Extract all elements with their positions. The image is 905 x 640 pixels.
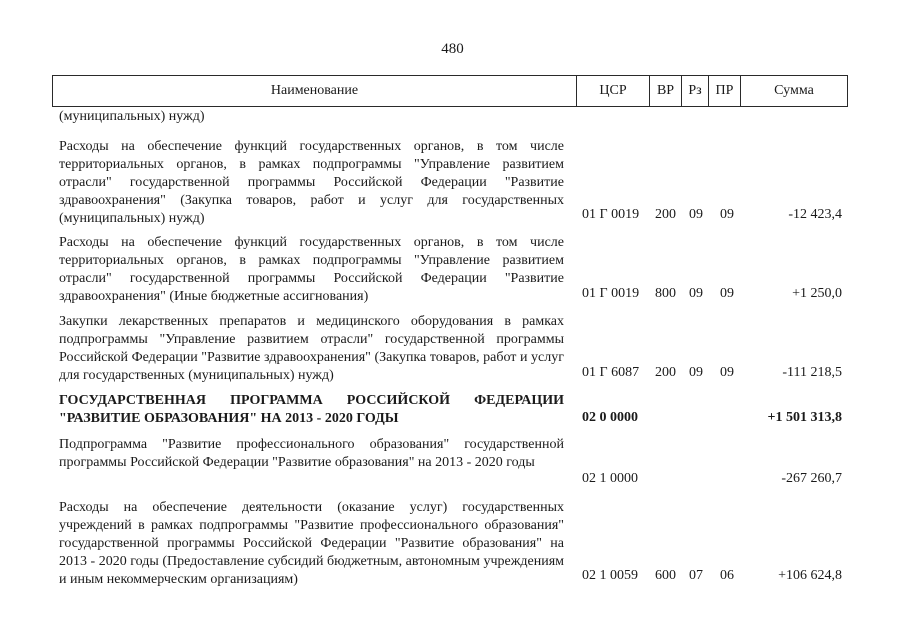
row-name: (муниципальных) нужд) xyxy=(59,109,205,124)
row-name: Закупки лекарственных препаратов и медицинского оборудования в рамках подпрограммы "Управление развитием отрасли" государственной программы Российской Федерации "Развитие здравоохранения" (Закупка товаров, работ и услуг для государственных (муниципальных) нужд) xyxy=(59,314,564,383)
row-name: Расходы на обеспечение функций государственных органов, в том числе территориальных органов, в рамках подпрограммы "Управление развитием отрасли" государственной программы Российской Федерации "Развитие здравоохранения" (Иные бюджетные ассигнования) xyxy=(59,235,564,304)
row-sum: +1 501 313,8 xyxy=(767,410,842,425)
page-number: 480 xyxy=(441,41,464,57)
row-rz: 09 xyxy=(689,286,703,301)
row-csr: 01 Г 6087 xyxy=(582,365,640,380)
row-pr: 09 xyxy=(720,286,734,301)
row-csr: 02 1 0059 xyxy=(582,568,638,583)
header-sum: Сумма xyxy=(774,83,814,98)
row-pr: 06 xyxy=(720,568,734,583)
row-pr: 09 xyxy=(720,365,734,380)
row-sum: +1 250,0 xyxy=(792,286,842,301)
row-rz: 09 xyxy=(689,365,703,380)
header-pr: ПР xyxy=(709,76,741,106)
row-csr: 02 0 0000 xyxy=(582,410,638,425)
row-pr: 09 xyxy=(720,207,734,222)
row-name: Расходы на обеспечение деятельности (оказание услуг) государственных учреждений в рамках подпрограммы "Развитие профессионального образования" государственной программы Российской Федерации "Развитие образования" на 2013 - 2020 годы (Предоставление субсидий бюджетным, автономным учреждениям и иным некоммерческим организациям) xyxy=(59,500,564,587)
row-vr: 600 xyxy=(655,568,676,583)
row-name: Подпрограмма "Развитие профессионального образования" государственной программы Российской Федерации "Развитие образования" на 2013 - 2020 годы xyxy=(59,437,564,470)
row-sum: -267 260,7 xyxy=(781,471,842,486)
row-rz: 09 xyxy=(689,207,703,222)
header-vr: ВР xyxy=(650,76,682,106)
row-vr: 200 xyxy=(655,207,676,222)
row-sum: +106 624,8 xyxy=(778,568,842,583)
row-vr: 800 xyxy=(655,286,676,301)
row-csr: 02 1 0000 xyxy=(582,471,638,486)
row-rz: 07 xyxy=(689,568,703,583)
row-sum: -111 218,5 xyxy=(782,365,842,380)
row-csr: 01 Г 0019 xyxy=(582,207,640,222)
row-name: ГОСУДАРСТВЕННАЯ ПРОГРАММА РОССИЙСКОЙ ФЕДЕРАЦИИ "РАЗВИТИЕ ОБРАЗОВАНИЯ" НА 2013 - 2020 ГОДЫ xyxy=(59,393,564,426)
header-rz: Рз xyxy=(682,76,709,106)
header-name: Наименование xyxy=(53,76,577,106)
header-csr: ЦСР xyxy=(577,76,650,106)
row-csr: 01 Г 0019 xyxy=(582,286,640,301)
row-sum: -12 423,4 xyxy=(788,207,842,222)
row-name: Расходы на обеспечение функций государственных органов, в том числе территориальных органов, в рамках подпрограммы "Управление развитием отрасли" государственной программы Российской Федерации "Развитие здравоохранения" (Закупка товаров, работ и услуг для государственных (муниципальных) нужд) xyxy=(59,139,564,226)
row-vr: 200 xyxy=(655,365,676,380)
